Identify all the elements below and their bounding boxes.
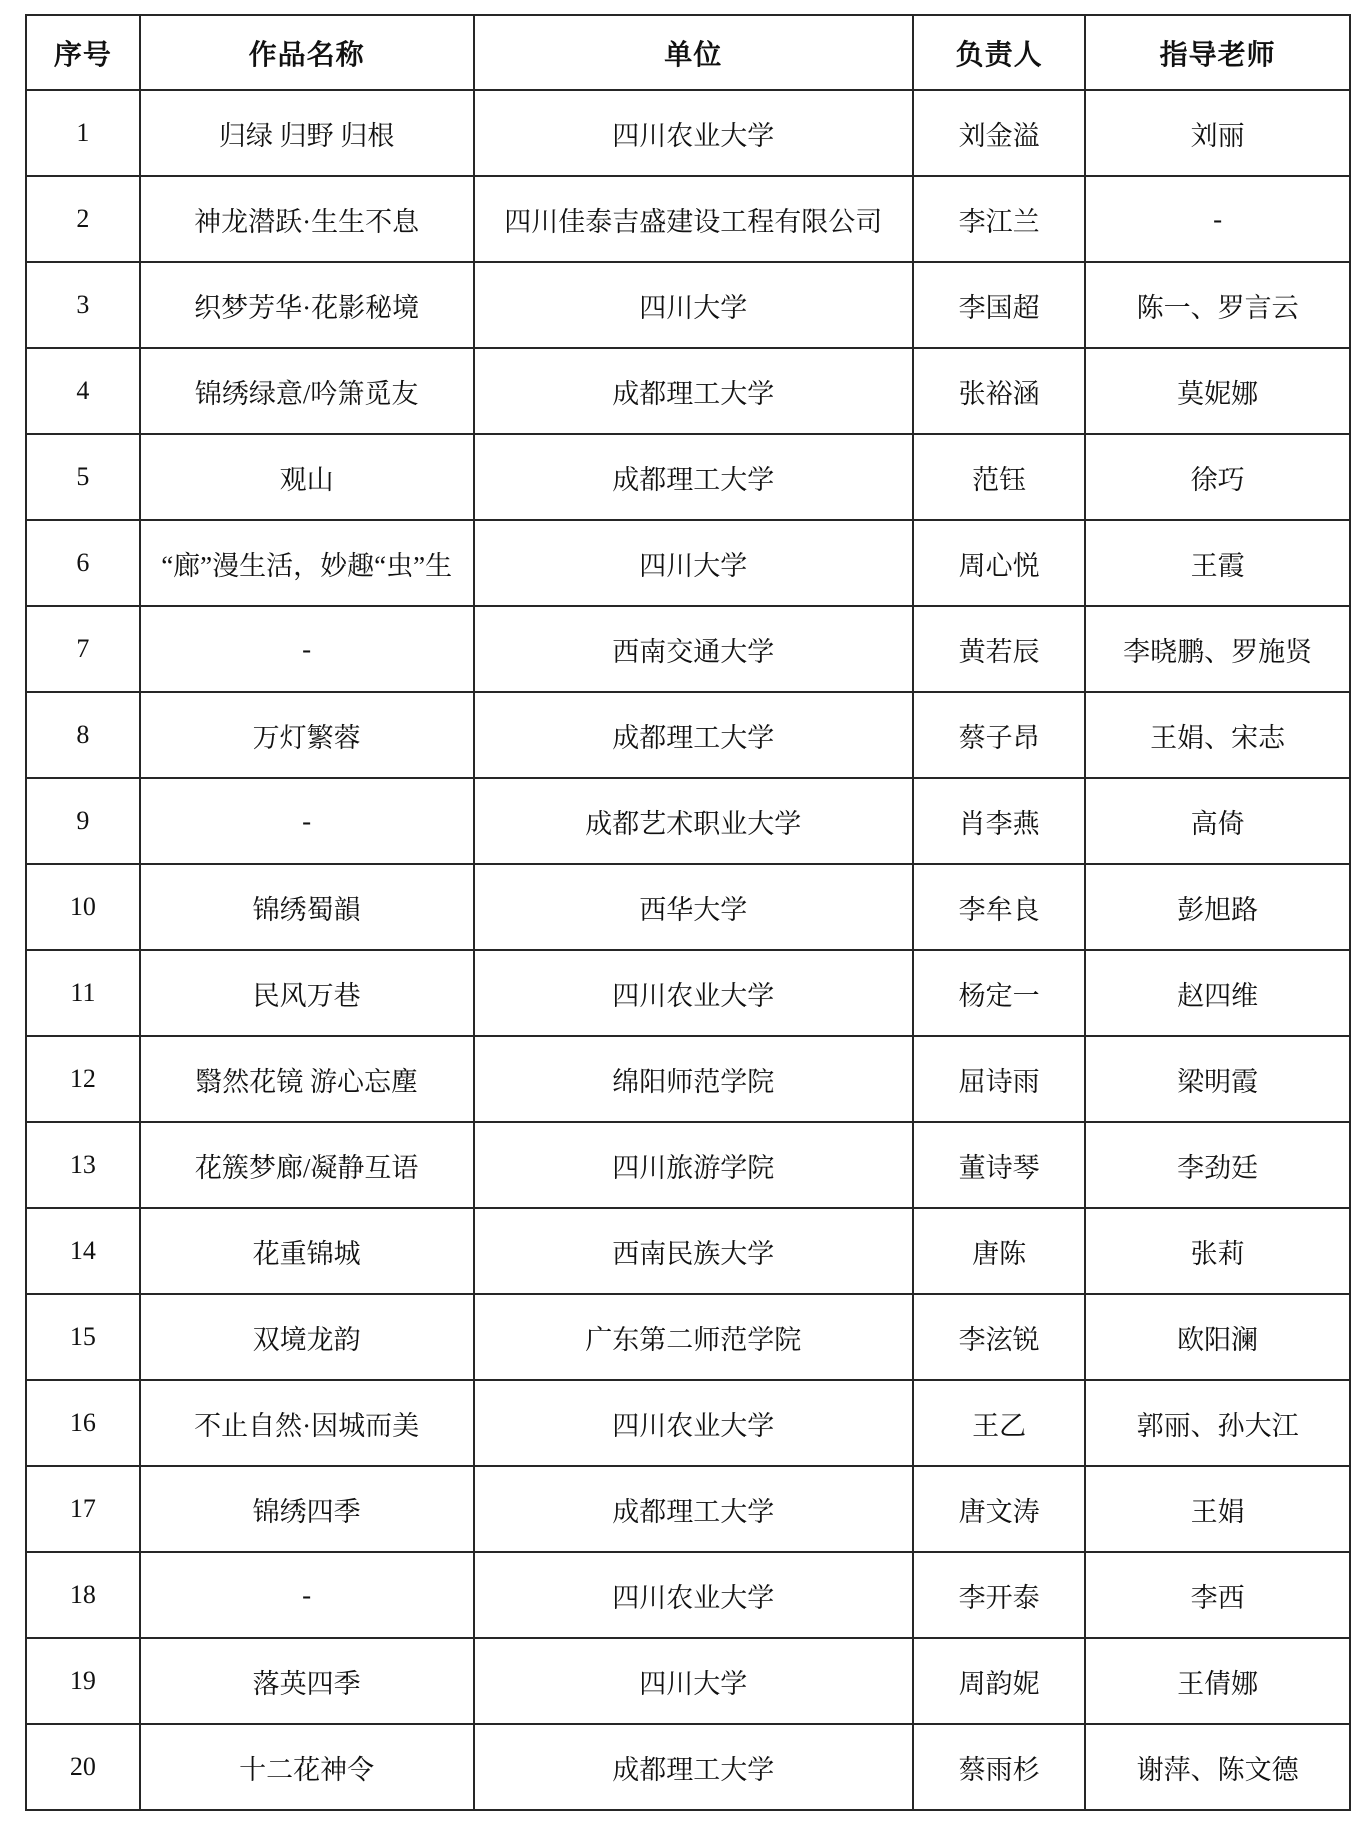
cell-leader: 唐文涛 [913, 1466, 1085, 1552]
cell-title: 落英四季 [140, 1638, 474, 1724]
cell-advisor: 欧阳澜 [1085, 1294, 1350, 1380]
cell-leader: 周心悦 [913, 520, 1085, 606]
cell-unit: 成都理工大学 [474, 434, 914, 520]
table-row [26, 1036, 1350, 1122]
cell-index: 8 [26, 692, 140, 778]
cell-advisor: 王娟 [1085, 1466, 1350, 1552]
cell-title: 归绿 归野 归根 [140, 90, 474, 176]
table-row [26, 1294, 1350, 1380]
cell-advisor: 陈一、罗言云 [1085, 262, 1350, 348]
cell-title: 织梦芳华·花影秘境 [140, 262, 474, 348]
cell-leader: 周韵妮 [913, 1638, 1085, 1724]
cell-unit: 四川农业大学 [474, 90, 914, 176]
cell-title: - [140, 606, 474, 692]
cell-title: 锦绣四季 [140, 1466, 474, 1552]
table-row [26, 434, 1350, 520]
cell-advisor: 李西 [1085, 1552, 1350, 1638]
cell-index: 3 [26, 262, 140, 348]
cell-unit: 四川农业大学 [474, 1552, 914, 1638]
cell-index: 12 [26, 1036, 140, 1122]
works-table [25, 14, 1351, 1811]
cell-advisor: 彭旭路 [1085, 864, 1350, 950]
cell-advisor: 梁明霞 [1085, 1036, 1350, 1122]
cell-advisor: 王倩娜 [1085, 1638, 1350, 1724]
cell-advisor: 张莉 [1085, 1208, 1350, 1294]
cell-leader: 李牟良 [913, 864, 1085, 950]
cell-leader: 董诗琴 [913, 1122, 1085, 1208]
cell-index: 16 [26, 1380, 140, 1466]
table-row [26, 348, 1350, 434]
cell-index: 1 [26, 90, 140, 176]
cell-leader: 杨定一 [913, 950, 1085, 1036]
header-cell-advisor: 指导老师 [1085, 15, 1350, 90]
table-row [26, 1638, 1350, 1724]
cell-leader: 刘金溢 [913, 90, 1085, 176]
cell-index: 20 [26, 1724, 140, 1810]
cell-leader: 唐陈 [913, 1208, 1085, 1294]
cell-title: 翳然花镜 游心忘塵 [140, 1036, 474, 1122]
cell-unit: 四川大学 [474, 1638, 914, 1724]
cell-index: 13 [26, 1122, 140, 1208]
cell-index: 6 [26, 520, 140, 606]
cell-unit: 四川大学 [474, 520, 914, 606]
cell-advisor: 郭丽、孙大江 [1085, 1380, 1350, 1466]
table-row [26, 1466, 1350, 1552]
cell-leader: 张裕涵 [913, 348, 1085, 434]
cell-leader: 李开泰 [913, 1552, 1085, 1638]
table-row [26, 176, 1350, 262]
header-cell-unit: 单位 [474, 15, 914, 90]
cell-unit: 西南民族大学 [474, 1208, 914, 1294]
cell-title: 不止自然·因城而美 [140, 1380, 474, 1466]
cell-advisor: 王霞 [1085, 520, 1350, 606]
cell-title: 民风万巷 [140, 950, 474, 1036]
table-row [26, 90, 1350, 176]
cell-leader: 蔡雨杉 [913, 1724, 1085, 1810]
cell-title: 十二花神令 [140, 1724, 474, 1810]
cell-advisor: 李劲廷 [1085, 1122, 1350, 1208]
cell-index: 2 [26, 176, 140, 262]
cell-unit: 广东第二师范学院 [474, 1294, 914, 1380]
header-cell-no: 序号 [26, 15, 140, 90]
cell-leader: 王乙 [913, 1380, 1085, 1466]
cell-index: 17 [26, 1466, 140, 1552]
cell-index: 7 [26, 606, 140, 692]
cell-advisor: 王娟、宋志 [1085, 692, 1350, 778]
cell-unit: 西华大学 [474, 864, 914, 950]
cell-unit: 成都理工大学 [474, 348, 914, 434]
cell-title: - [140, 778, 474, 864]
table-row [26, 778, 1350, 864]
table-header [26, 15, 1350, 90]
cell-title: 花重锦城 [140, 1208, 474, 1294]
cell-unit: 四川大学 [474, 262, 914, 348]
cell-unit: 绵阳师范学院 [474, 1036, 914, 1122]
cell-advisor: 徐巧 [1085, 434, 1350, 520]
cell-title: 万灯繁蓉 [140, 692, 474, 778]
cell-index: 4 [26, 348, 140, 434]
cell-leader: 肖李燕 [913, 778, 1085, 864]
table-row [26, 1552, 1350, 1638]
cell-title: 观山 [140, 434, 474, 520]
cell-leader: 李国超 [913, 262, 1085, 348]
cell-title: 双境龙韵 [140, 1294, 474, 1380]
cell-advisor: 刘丽 [1085, 90, 1350, 176]
cell-advisor: 高倚 [1085, 778, 1350, 864]
cell-title: 锦绣绿意/吟箫觅友 [140, 348, 474, 434]
cell-index: 15 [26, 1294, 140, 1380]
cell-index: 18 [26, 1552, 140, 1638]
cell-title: “廊”漫生活，妙趣“虫”生 [140, 520, 474, 606]
header-cell-title: 作品名称 [140, 15, 474, 90]
cell-index: 19 [26, 1638, 140, 1724]
table-row [26, 1208, 1350, 1294]
table-body [26, 90, 1350, 1810]
cell-leader: 李泫锐 [913, 1294, 1085, 1380]
cell-unit: 西南交通大学 [474, 606, 914, 692]
cell-title: 花簇梦廊/凝静互语 [140, 1122, 474, 1208]
table-row [26, 1380, 1350, 1466]
cell-index: 5 [26, 434, 140, 520]
table-row [26, 262, 1350, 348]
cell-leader: 蔡子昂 [913, 692, 1085, 778]
table-row [26, 606, 1350, 692]
cell-unit: 成都艺术职业大学 [474, 778, 914, 864]
cell-index: 11 [26, 950, 140, 1036]
cell-index: 14 [26, 1208, 140, 1294]
cell-index: 9 [26, 778, 140, 864]
table-row [26, 1724, 1350, 1810]
cell-title: 神龙潜跃·生生不息 [140, 176, 474, 262]
cell-advisor: 李晓鹏、罗施贤 [1085, 606, 1350, 692]
table-row [26, 692, 1350, 778]
cell-leader: 屈诗雨 [913, 1036, 1085, 1122]
table-row [26, 1122, 1350, 1208]
cell-unit: 成都理工大学 [474, 1466, 914, 1552]
table-row [26, 520, 1350, 606]
header-row [26, 15, 1350, 90]
table-row [26, 864, 1350, 950]
cell-advisor: 谢萍、陈文德 [1085, 1724, 1350, 1810]
cell-leader: 黄若辰 [913, 606, 1085, 692]
cell-unit: 成都理工大学 [474, 1724, 914, 1810]
cell-unit: 四川佳泰吉盛建设工程有限公司 [474, 176, 914, 262]
cell-unit: 成都理工大学 [474, 692, 914, 778]
cell-advisor: - [1085, 176, 1350, 262]
cell-title: - [140, 1552, 474, 1638]
cell-index: 10 [26, 864, 140, 950]
table-row [26, 950, 1350, 1036]
cell-unit: 四川农业大学 [474, 1380, 914, 1466]
cell-unit: 四川旅游学院 [474, 1122, 914, 1208]
cell-leader: 范钰 [913, 434, 1085, 520]
cell-unit: 四川农业大学 [474, 950, 914, 1036]
cell-advisor: 赵四维 [1085, 950, 1350, 1036]
cell-leader: 李江兰 [913, 176, 1085, 262]
header-cell-leader: 负责人 [913, 15, 1085, 90]
cell-advisor: 莫妮娜 [1085, 348, 1350, 434]
cell-title: 锦绣蜀韻 [140, 864, 474, 950]
